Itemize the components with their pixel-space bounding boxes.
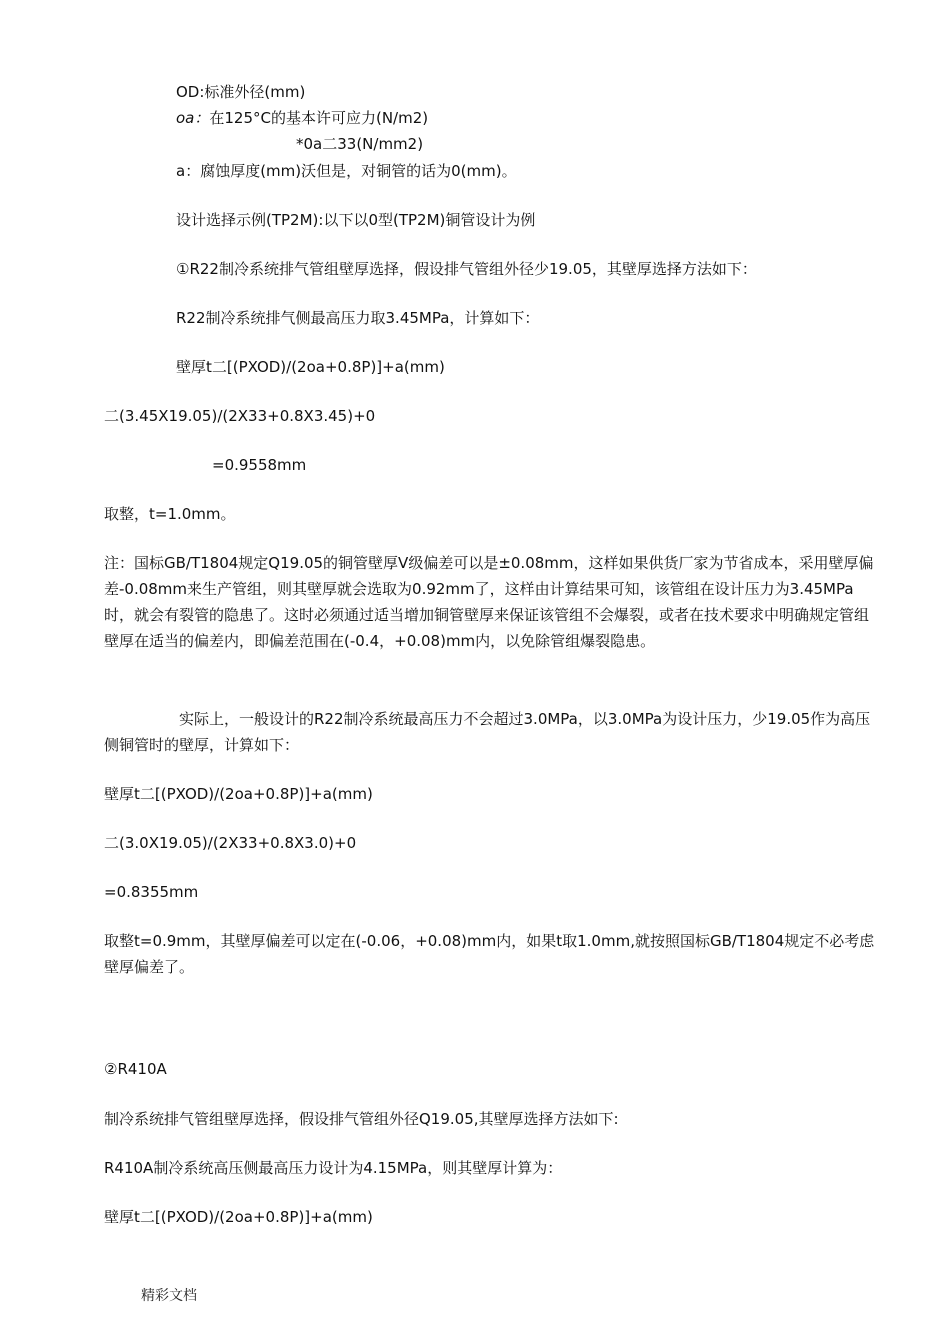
text-paragraph: 取整t=0.9mm，其壁厚偏差可以定在(-0.06，+0.08)mm内，如果t取1.0mm,就按照国标GB/T1804规定不必考虑壁厚偏差了。 (104, 932, 875, 976)
result-line: =0.9558mm (212, 456, 307, 474)
note-paragraph: 注：国标GB/T1804规定Q19.05的铜管壁厚V级偏差可以是±0.08mm，这样如果供货厂家为节省成本，采用壁厚偏差-0.08mm来生产管组，则其壁厚就会选取为0.92mm了，这样由计算结果可知，该管组在设计压力为3.45MPa时，就会有裂管的隐患了。这时必须通过适当增加铜管壁厚来保证该管组不会爆裂，或者在技术要求中明确规定管组壁厚在适当的偏差内，即偏差范围在(-0.4，+0.08)mm内，以免除管组爆裂隐患。 (104, 554, 874, 650)
text-line: 设计选择示例(TP2M):以下以0型(TP2M)铜管设计为例 (176, 211, 536, 229)
symbol-label: oa： (176, 109, 210, 127)
text-line: 制冷系统排气管组壁厚选择，假设排气管组外径Q19.05,其壁厚选择方法如下: (104, 1110, 619, 1128)
formula-line: 二(3.45X19.05)/(2X33+0.8X3.45)+0 (104, 407, 376, 425)
formula-line: 壁厚t二[(PXOD)/(2oa+0.8P)]+a(mm) (104, 1208, 373, 1226)
formula-line: 壁厚t二[(PXOD)/(2oa+0.8P)]+a(mm) (176, 358, 445, 376)
text-line: R22制冷系统排气侧最高压力取3.45MPa，计算如下： (176, 309, 540, 327)
text-line: *0a二33(N/mm2) (296, 135, 424, 153)
result-line: =0.8355mm (104, 883, 199, 901)
formula-line: 二(3.0X19.05)/(2X33+0.8X3.0)+0 (104, 834, 357, 852)
section-heading: ②R410A (104, 1060, 167, 1078)
formula-line: 壁厚t二[(PXOD)/(2oa+0.8P)]+a(mm) (104, 785, 373, 803)
page-footer: 精彩文档 (141, 1288, 197, 1304)
text-line (176, 105, 428, 131)
text-line: 取整，t=1.0mm。 (104, 505, 236, 523)
text-line: R410A制冷系统高压侧最高压力设计为4.15MPa，则其壁厚计算为： (104, 1159, 563, 1177)
text-line: a：腐蚀厚度(mm)沃但是，对铜管的话为0(mm)。 (176, 162, 517, 180)
definition-text: 在125°C的基本许可应力(N/m2) (209, 109, 429, 127)
text-line: OD:标准外径(mm) (176, 83, 306, 101)
text-paragraph: 实际上，一般设计的R22制冷系统最高压力不会超过3.0MPa，以3.0MPa为设计压力，少19.05作为高压侧铜管时的壁厚，计算如下： (104, 710, 871, 754)
text-line: ①R22制冷系统排气管组壁厚选择，假设排气管组外径少19.05，其壁厚选择方法如下： (176, 260, 757, 278)
